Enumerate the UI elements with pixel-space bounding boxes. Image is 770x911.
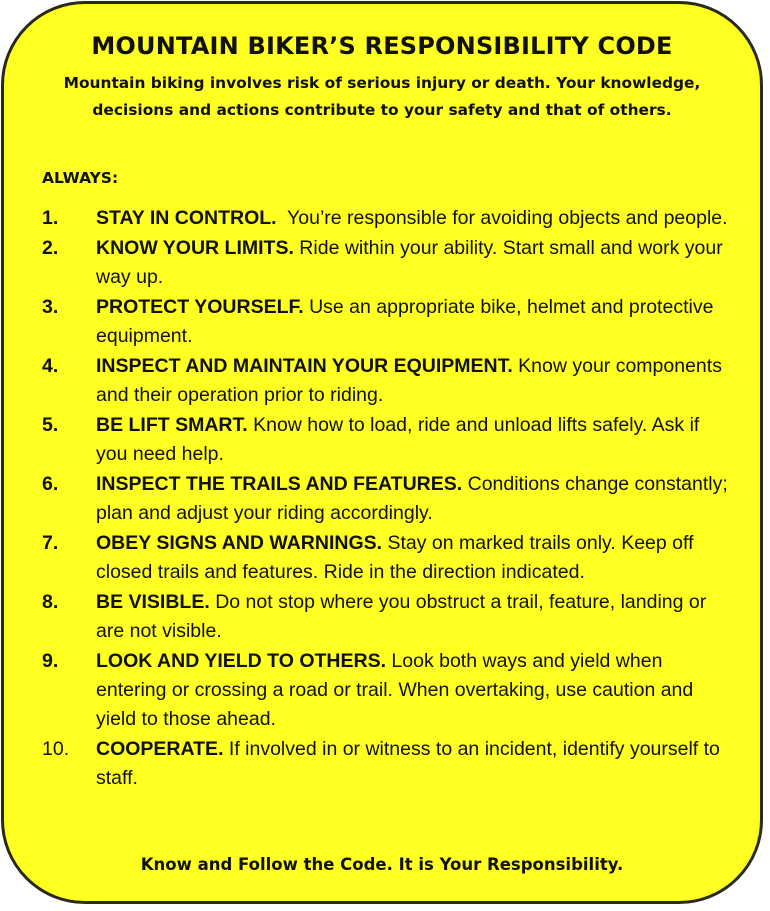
rule-item — [4, 204, 760, 233]
rule-item — [4, 293, 760, 351]
always-label: ALWAYS: — [42, 169, 119, 187]
rule-heading: STAY IN CONTROL. — [96, 207, 277, 229]
rule-item — [4, 470, 760, 528]
rule-number: 3. — [42, 296, 59, 318]
rule-number: 2. — [42, 237, 59, 259]
rule-number: 10. — [42, 738, 70, 760]
rule-number: 9. — [42, 650, 59, 672]
rule-heading: OBEY SIGNS AND WARNINGS. — [96, 532, 383, 554]
sign-footer: Know and Follow the Code. It is Your Responsibility. — [140, 855, 624, 874]
rule-item — [4, 234, 760, 292]
rule-text: Ride within your ability. Start small and work your way up. — [96, 237, 723, 288]
rule-text: Use an appropriate bike, helmet and protective equipment. — [96, 296, 714, 347]
rule-heading: BE LIFT SMART. — [96, 414, 248, 436]
rule-item — [4, 588, 760, 646]
responsibility-code-sign — [1, 1, 763, 904]
rule-item — [4, 529, 760, 587]
rule-number: 7. — [42, 532, 59, 554]
rule-text: Conditions change constantly; plan and adjust your riding accordingly. — [96, 473, 728, 524]
rule-text: You’re responsible for avoiding objects and people. — [276, 207, 728, 229]
rule-text: Look both ways and yield when entering or crossing a road or trail. When overtaking, use caution and yield to those ahead. — [96, 650, 694, 730]
rule-text: If involved in or witness to an incident, identify yourself to staff. — [96, 738, 720, 789]
rule-number: 4. — [42, 355, 59, 377]
rule-heading: LOOK AND YIELD TO OTHERS. — [96, 650, 386, 672]
rule-heading: COOPERATE. — [96, 738, 224, 760]
rule-number: 6. — [42, 473, 59, 495]
rule-list — [4, 204, 760, 794]
rule-text: Know how to load, ride and unload lifts safely. Ask if you need help. — [96, 414, 700, 465]
rule-text: Stay on marked trails only. Keep off closed trails and features. Ride in the direction indicated. — [96, 532, 694, 583]
sign-intro: Mountain biking involves risk of serious injury or death. Your knowledge, decisions and actions contribute to your safety and that of others. — [63, 74, 701, 119]
rule-heading: INSPECT THE TRAILS AND FEATURES. — [96, 473, 463, 495]
rule-item — [4, 647, 760, 734]
rule-item — [4, 735, 760, 793]
rule-heading: BE VISIBLE. — [96, 591, 210, 613]
rule-item — [4, 352, 760, 410]
rule-heading: KNOW YOUR LIMITS. — [96, 237, 294, 259]
sign-title: MOUNTAIN BIKER’S RESPONSIBILITY CODE — [91, 32, 673, 60]
rule-item — [4, 411, 760, 469]
rule-text: Do not stop where you obstruct a trail, feature, landing or are not visible. — [96, 591, 707, 642]
rule-number: 5. — [42, 414, 59, 436]
rule-number: 8. — [42, 591, 59, 613]
rule-heading: INSPECT AND MAINTAIN YOUR EQUIPMENT. — [96, 355, 513, 377]
rule-text: Know your components and their operation prior to riding. — [96, 355, 722, 406]
rule-number: 1. — [42, 207, 59, 229]
rule-heading: PROTECT YOURSELF. — [96, 296, 304, 318]
